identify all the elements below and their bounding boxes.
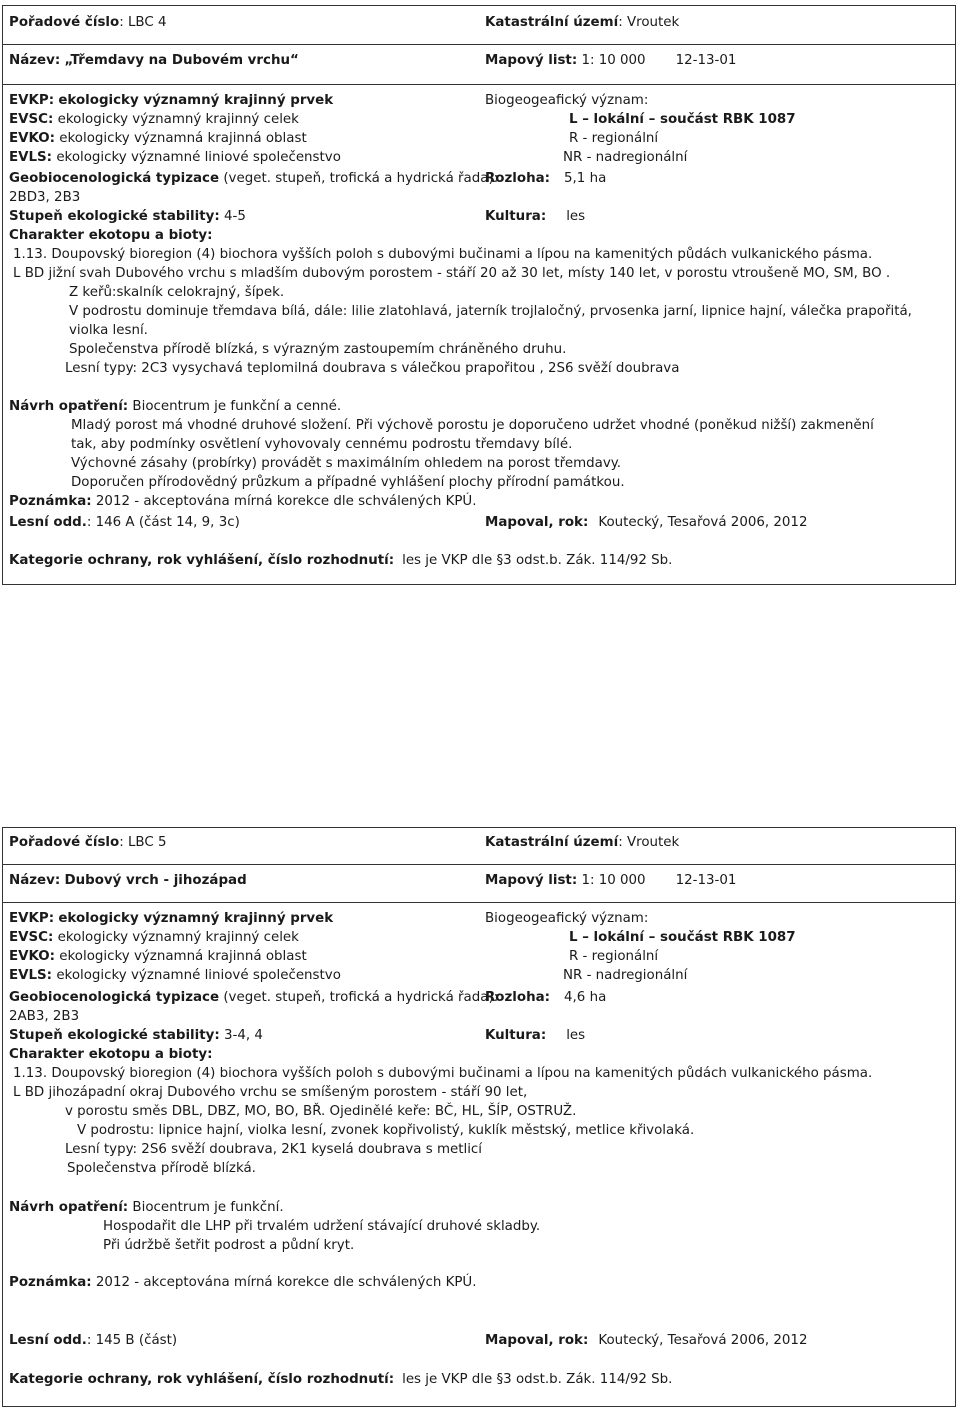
geo-value: 2BD3, 2B3 [9, 190, 81, 205]
kultura: Kultura: les [485, 209, 586, 224]
geobiocenologicka-typizace: Geobiocenologická typizace (veget. stupeň, trofická a hydrická řada): [9, 171, 499, 186]
mapovy-list: Mapový list: 1: 10 000 12-13-01 [485, 873, 737, 888]
katastralni-uzemi: Katastrální území: Vroutek [485, 15, 680, 30]
navrh-line: Doporučen přírodovědný průzkum a případné vyhlášení plochy přírodní památkou. [71, 475, 625, 490]
lesni-oddeleni: Lesní odd.: 146 A (část 14, 9, 3c) [9, 515, 240, 530]
poznamka: Poznámka: 2012 - akceptována mírná korekce dle schválených KPÚ. [9, 1275, 477, 1290]
mapoval-rok: Mapoval, rok: Koutecký, Tesařová 2006, 2012 [485, 1333, 808, 1348]
stupen-stability: Stupeň ekologické stability: 3-4, 4 [9, 1028, 263, 1043]
evls: EVLS: ekologicky významné liniové společenstvo [9, 968, 341, 983]
charakter-line: Společenstva přírodě blízká. [67, 1161, 256, 1176]
mapoval-rok: Mapoval, rok: Koutecký, Tesařová 2006, 2012 [485, 515, 808, 530]
nazev: Název: „Třemdavy na Dubovém vrchu“ [9, 53, 299, 68]
navrh-line: Mladý porost má vhodné druhové složení. Při výchově porostu je doporučeno udržet vhodné (poněkud nižší) zakmenění [71, 418, 874, 433]
rozloha: Rozloha: 4,6 ha [485, 990, 607, 1005]
evsc: EVSC: ekologicky významný krajinný celek [9, 112, 299, 127]
charakter-line: V podrostu: lipnice hajní, violka lesní, zvonek kopřivolistý, kuklík městský, metlice křivolaká. [77, 1123, 695, 1138]
charakter-line: violka lesní. [69, 323, 148, 338]
charakter-line: L BD jižní svah Dubového vrchu s mladším dubovým porostem - stáří 20 až 30 let, místy 140 let, v porostu vtroušeně MO, SM, BO . [13, 266, 891, 281]
charakter-line: Z keřů:skalník celokrajný, šípek. [69, 285, 285, 300]
evko: EVKO: ekologicky významná krajinná oblast [9, 949, 307, 964]
poznamka: Poznámka: 2012 - akceptována mírná korekce dle schválených KPÚ. [9, 494, 477, 509]
evkp: EVKP: ekologicky významný krajinný prvek [9, 93, 334, 108]
navrh-line: Při údržbě šetřit podrost a půdní kryt. [103, 1238, 355, 1253]
charakter-line: 1.13. Doupovský bioregion (4) biochora vyšších poloh s dubovými bučinami a lípou na kamenitých půdách vulkanického pásma. [13, 247, 873, 262]
charakter-label: Charakter ekotopu a bioty: [9, 1047, 213, 1062]
biogeo-nadregionalni: NR - nadregionální [563, 150, 688, 165]
biogeo-label: Biogeogeafický význam: [485, 93, 649, 108]
evsc: EVSC: ekologicky významný krajinný celek [9, 930, 299, 945]
stupen-stability: Stupeň ekologické stability: 4-5 [9, 209, 246, 224]
biogeo-label: Biogeogeafický význam: [485, 911, 649, 926]
charakter-label: Charakter ekotopu a bioty: [9, 228, 213, 243]
charakter-line: L BD jihozápadní okraj Dubového vrchu se smíšeným porostem - stáří 90 let, [13, 1085, 528, 1100]
record-card-lbc5 [2, 827, 956, 1407]
navrh-line: Výchovné zásahy (probírky) provádět s maximálním ohledem na porost třemdavy. [71, 456, 622, 471]
biogeo-nadregionalni: NR - nadregionální [563, 968, 688, 983]
evls: EVLS: ekologicky významné liniové společenstvo [9, 150, 341, 165]
biogeo-regionalni: R - regionální [569, 131, 659, 146]
biogeo-lokalni: L – lokální – součást RBK 1087 [569, 112, 796, 127]
navrh-opatreni: Návrh opatření: Biocentrum je funkční a cenné. [9, 399, 342, 414]
nazev: Název: Dubový vrch - jihozápad [9, 873, 247, 888]
biogeo-regionalni: R - regionální [569, 949, 659, 964]
katastralni-uzemi: Katastrální území: Vroutek [485, 835, 680, 850]
navrh-line: tak, aby podmínky osvětlení vyhovovaly cennému podrostu třemdavy bílé. [71, 437, 573, 452]
rozloha: Rozloha: 5,1 ha [485, 171, 607, 186]
kultura: Kultura: les [485, 1028, 586, 1043]
kategorie-ochrany: Kategorie ochrany, rok vyhlášení, číslo rozhodnutí: les je VKP dle §3 odst.b. Zák. 114/92 Sb. [9, 1372, 673, 1387]
navrh-opatreni: Návrh opatření: Biocentrum je funkční. [9, 1200, 284, 1215]
divider [3, 84, 955, 85]
charakter-line: v porostu směs DBL, DBZ, MO, BO, BŘ. Ojedinělé keře: BČ, HL, ŠÍP, OSTRUŽ. [65, 1104, 577, 1119]
charakter-line: Lesní typy: 2S6 svěží doubrava, 2K1 kyselá doubrava s metlicí [65, 1142, 483, 1157]
divider [3, 44, 955, 45]
mapovy-list: Mapový list: 1: 10 000 12-13-01 [485, 53, 737, 68]
kategorie-ochrany: Kategorie ochrany, rok vyhlášení, číslo rozhodnutí: les je VKP dle §3 odst.b. Zák. 114/92 Sb. [9, 553, 673, 568]
poradove-cislo: Pořadové číslo: LBC 5 [9, 835, 167, 850]
navrh-line: Hospodařit dle LHP při trvalém udržení stávající druhové skladby. [103, 1219, 541, 1234]
lesni-oddeleni: Lesní odd.: 145 B (část) [9, 1333, 178, 1348]
evko: EVKO: ekologicky významná krajinná oblast [9, 131, 307, 146]
divider [3, 902, 955, 903]
geo-value: 2AB3, 2B3 [9, 1009, 80, 1024]
record-card-lbc4 [2, 5, 956, 585]
poradove-cislo: Pořadové číslo: LBC 4 [9, 15, 167, 30]
charakter-line: V podrostu dominuje třemdava bílá, dále: lilie zlatohlavá, jaterník trojlaločný, prvosenka jarní, lipnice hajní, válečka prapořitá, [69, 304, 912, 319]
charakter-line: Lesní typy: 2C3 vysychavá teplomilná doubrava s válečkou prapořitou , 2S6 svěží doubrava [65, 361, 680, 376]
biogeo-lokalni: L – lokální – součást RBK 1087 [569, 930, 796, 945]
divider [3, 864, 955, 865]
evkp: EVKP: ekologicky významný krajinný prvek [9, 911, 334, 926]
geobiocenologicka-typizace: Geobiocenologická typizace (veget. stupeň, trofická a hydrická řada): [9, 990, 499, 1005]
charakter-line: 1.13. Doupovský bioregion (4) biochora vyšších poloh s dubovými bučinami a lípou na kamenitých půdách vulkanického pásma. [13, 1066, 873, 1081]
charakter-line: Společenstva přírodě blízká, s výrazným zastoupemím chráněného druhu. [69, 342, 567, 357]
